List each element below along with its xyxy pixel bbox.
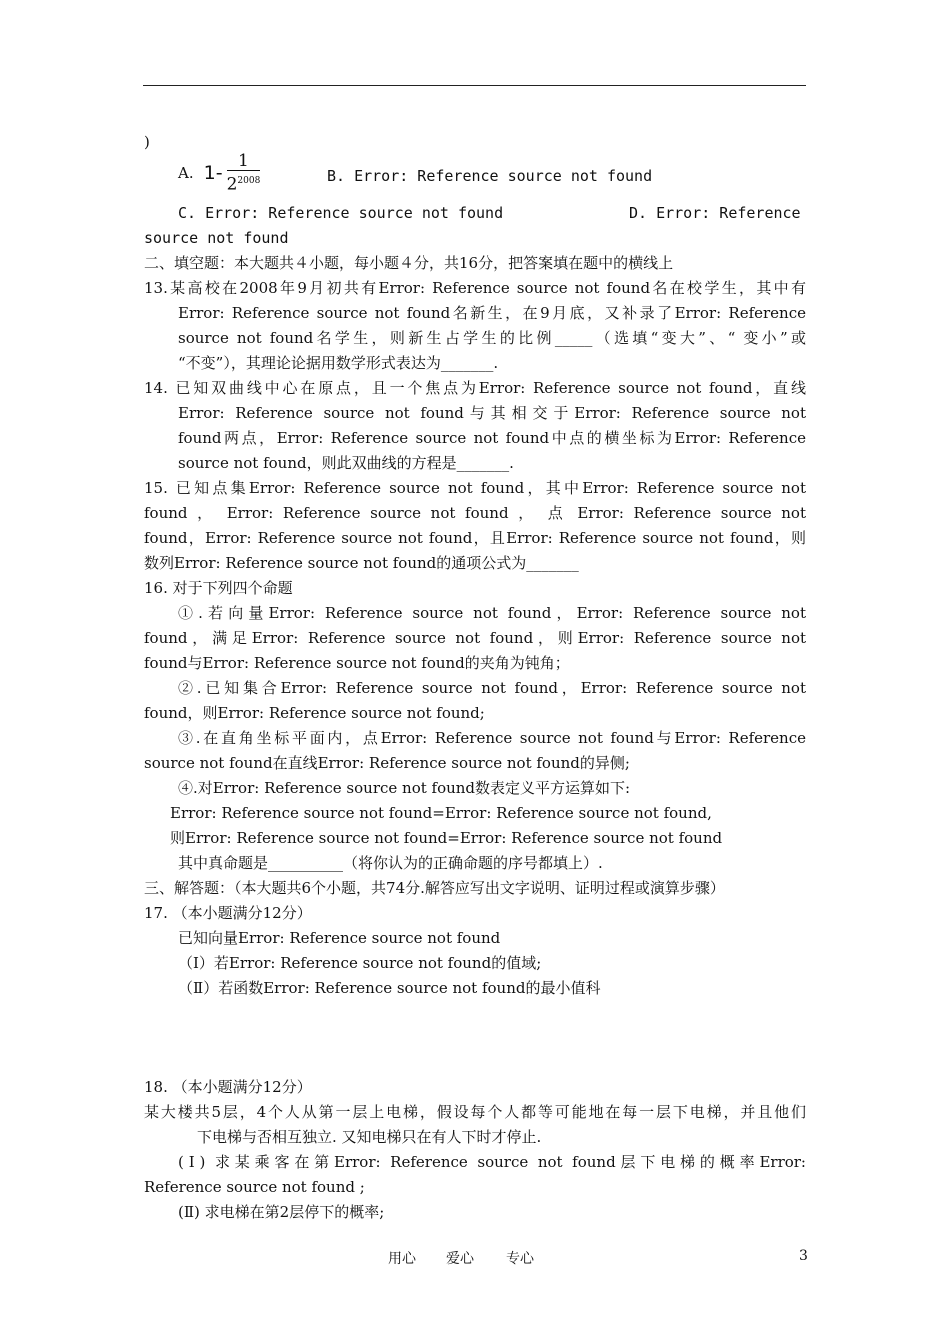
q14-line-1: 14. 已知双曲线中心在原点，且一个焦点为Error: Reference source not found，直线 [144,379,806,397]
q16-prop1-line-3: found与Error: Reference source not found的夹角为钝角； [144,654,570,672]
q15-line-4: 数列Error: Reference source not found的通项公式为_______ [144,554,579,572]
header-rule [143,85,806,86]
q13-line-3: source not found名学生，则新生占学生的比例_____（选填“变大”、“ 变小”或 [178,329,806,347]
q17-line-1: 已知向量Error: Reference source not found [178,929,501,947]
q15-line-1: 15. 已知点集Error: Reference source not found，其中Error: Reference source not [144,479,806,497]
option-d: D. Error: Reference [629,204,801,222]
q18-part-2: (Ⅱ) 求电梯在第2层停下的概率; [178,1203,385,1221]
paren-close: ) [144,133,150,151]
footer-mid: 爱心 [446,1251,474,1267]
q16-prop3-line-2: source not found在直线Error: Reference source not found的异侧; [144,754,630,772]
q16-prop3-line-1: ③.在直角坐标平面内，点Error: Reference source not found与Error: Reference [178,729,806,747]
fraction-exponent: 2008 [237,175,261,186]
q13-line-2: Error: Reference source not found名新生，在9月底，又补录了Error: Reference [178,304,806,322]
q16-prop2-line-2: found，则Error: Reference source not found; [144,704,485,722]
page-number: 3 [799,1248,808,1264]
q16-answer-prompt: 其中真命题是__________（将你认为的正确命题的序号都填上）. [178,854,603,872]
q14-line-2: Error: Reference source not found与其相交于Error: Reference source not [178,404,806,422]
option-a-label: A. [178,164,194,182]
footer-left: 用心 [388,1251,416,1267]
fraction-numerator: 1 [227,152,261,171]
q16-heading: 16. 对于下列四个命题 [144,579,293,597]
q18-part-1-line-2: Reference source not found ; [144,1178,365,1196]
fraction-denominator [227,171,261,195]
q13-line-4: “不变”），其理论论据用数学形式表达为_______. [178,354,499,372]
option-a [178,152,260,194]
section-2-heading: 二、填空题：本大题共４小题，每小题４分，共16分，把答案填在题中的横线上 [144,254,674,272]
q16-prop1-line-2: found，满足Error: Reference source not found，则Error: Reference source not [144,629,806,647]
option-d-cont: source not found [144,229,289,247]
q16-prop4-line-1: ④.对Error: Reference source not found数表定义平方运算如下: [178,779,631,797]
q16-prop4-line-2: Error: Reference source not found=Error: Reference source not found, [170,804,712,822]
footer-right: 专心 [506,1251,534,1267]
q18-heading: 18. （本小题满分12分） [144,1078,312,1096]
section-3-heading: 三、解答题：（本大题共6个小题，共74分.解答应写出文字说明、证明过程或演算步骤） [144,879,725,897]
q15-line-3: found，Error: Reference source not found，且Error: Reference source not found，则 [144,529,806,547]
option-a-prefix: 1- [203,162,223,184]
q17-part-2: （Ⅱ）若函数Error: Reference source not found的最小值科 [178,979,601,997]
q18-line-1: 某大楼共5层，4个人从第一层上电梯，假设每个人都等可能地在每一层下电梯，并且他们 [144,1103,806,1121]
option-c: C. Error: Reference source not found [178,204,504,222]
q18-part-1-line-1: (Ⅰ) 求某乘客在第Error: Reference source not found层下电梯的概率Error: [178,1153,806,1171]
q18-line-2: 下电梯与否相互独立. 又知电梯只在有人下时才停止. [197,1128,542,1146]
q16-prop4-line-3: 则Error: Reference source not found=Error: Reference source not found [170,829,723,847]
q16-prop1-line-1: ①.若向量Error: Reference source not found，Error: Reference source not [178,604,806,622]
q17-part-1: （Ⅰ）若Error: Reference source not found的值域; [178,954,542,972]
q14-line-3: found两点，Error: Reference source not found中点的横坐标为Error: Reference [178,429,806,447]
q15-line-2: found ， Error: Reference source not found ， 点 Error: Reference source not [144,504,806,522]
option-b: B. Error: Reference source not found [327,167,653,185]
q17-heading: 17. （本小题满分12分） [144,904,312,922]
q16-prop2-line-1: ②.已知集合Error: Reference source not found，Error: Reference source not [178,679,806,697]
q14-line-4: source not found，则此双曲线的方程是_______. [178,454,514,472]
fraction-base: 2 [226,174,238,195]
option-a-fraction [227,152,261,195]
q13-line-1: 13.某高校在2008年9月初共有Error: Reference source not found名在校学生，其中有 [144,279,806,297]
